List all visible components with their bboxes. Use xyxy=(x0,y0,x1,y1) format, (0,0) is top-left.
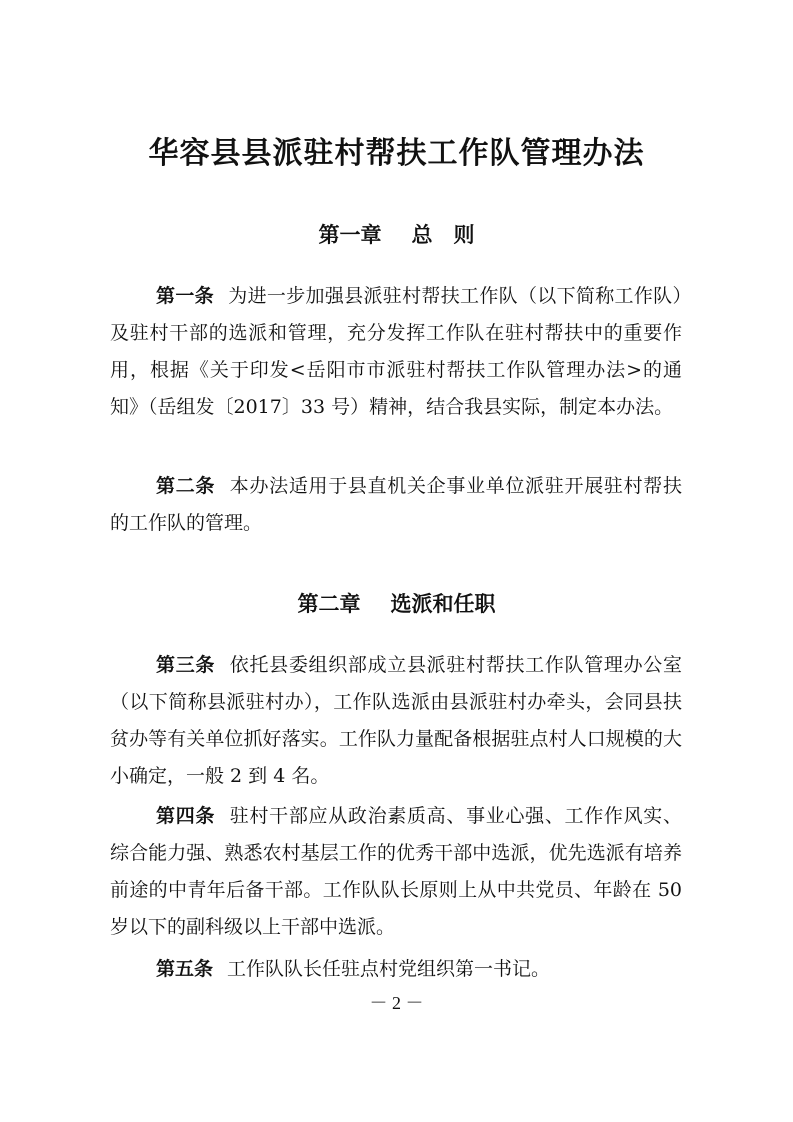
page-number: － 2 － xyxy=(369,993,424,1013)
article-5-text: 工作队队长任驻点村党组织第一书记。 xyxy=(227,958,551,980)
chapter-1-name: 总 则 xyxy=(411,223,475,247)
chapter-2-number: 第二章 xyxy=(297,592,361,616)
article-1 xyxy=(110,278,682,426)
article-4-text: 驻村干部应从政治素质高、事业心强、工作作风实、综合能力强、熟悉农村基层工作的优秀干部中选派，优先选派有培养前途的中青年后备干部。工作队队长原则上从中共党员、年龄在 50 岁以下的副科级以上干部中选派。 xyxy=(110,805,682,938)
article-2-text: 本办法适用于县直机关企事业单位派驻开展驻村帮扶的工作队的管理。 xyxy=(110,475,682,534)
article-3-label: 第三条 xyxy=(156,654,216,676)
chapter-2-heading xyxy=(0,588,793,620)
article-4 xyxy=(110,798,682,946)
article-1-text: 为进一步加强县派驻村帮扶工作队（以下简称工作队）及驻村干部的选派和管理，充分发挥工作队在驻村帮扶中的重要作用，根据《关于印发<岳阳市市派驻村帮扶工作队管理办法>的通知》（岳组发〔2017〕33 号）精神，结合我县实际，制定本办法。 xyxy=(110,285,682,418)
article-2 xyxy=(110,468,682,542)
article-4-label: 第四条 xyxy=(156,805,216,827)
chapter-1-number: 第一章 xyxy=(318,223,382,247)
chapter-1-heading xyxy=(0,219,793,251)
document-title: 华容县县派驻村帮扶工作队管理办法 xyxy=(148,136,645,171)
article-2-label: 第二条 xyxy=(156,475,216,497)
article-5-label: 第五条 xyxy=(156,958,214,980)
article-1-label: 第一条 xyxy=(156,285,214,307)
article-3 xyxy=(110,647,682,795)
article-5 xyxy=(110,951,682,988)
chapter-2-name: 选派和任职 xyxy=(390,592,496,616)
article-3-text: 依托县委组织部成立县派驻村帮扶工作队管理办公室（以下简称县派驻村办），工作队选派由县派驻村办牵头，会同县扶贫办等有关单位抓好落实。工作队力量配备根据驻点村人口规模的大小确定，一般 2 到 4 名。 xyxy=(110,654,682,787)
